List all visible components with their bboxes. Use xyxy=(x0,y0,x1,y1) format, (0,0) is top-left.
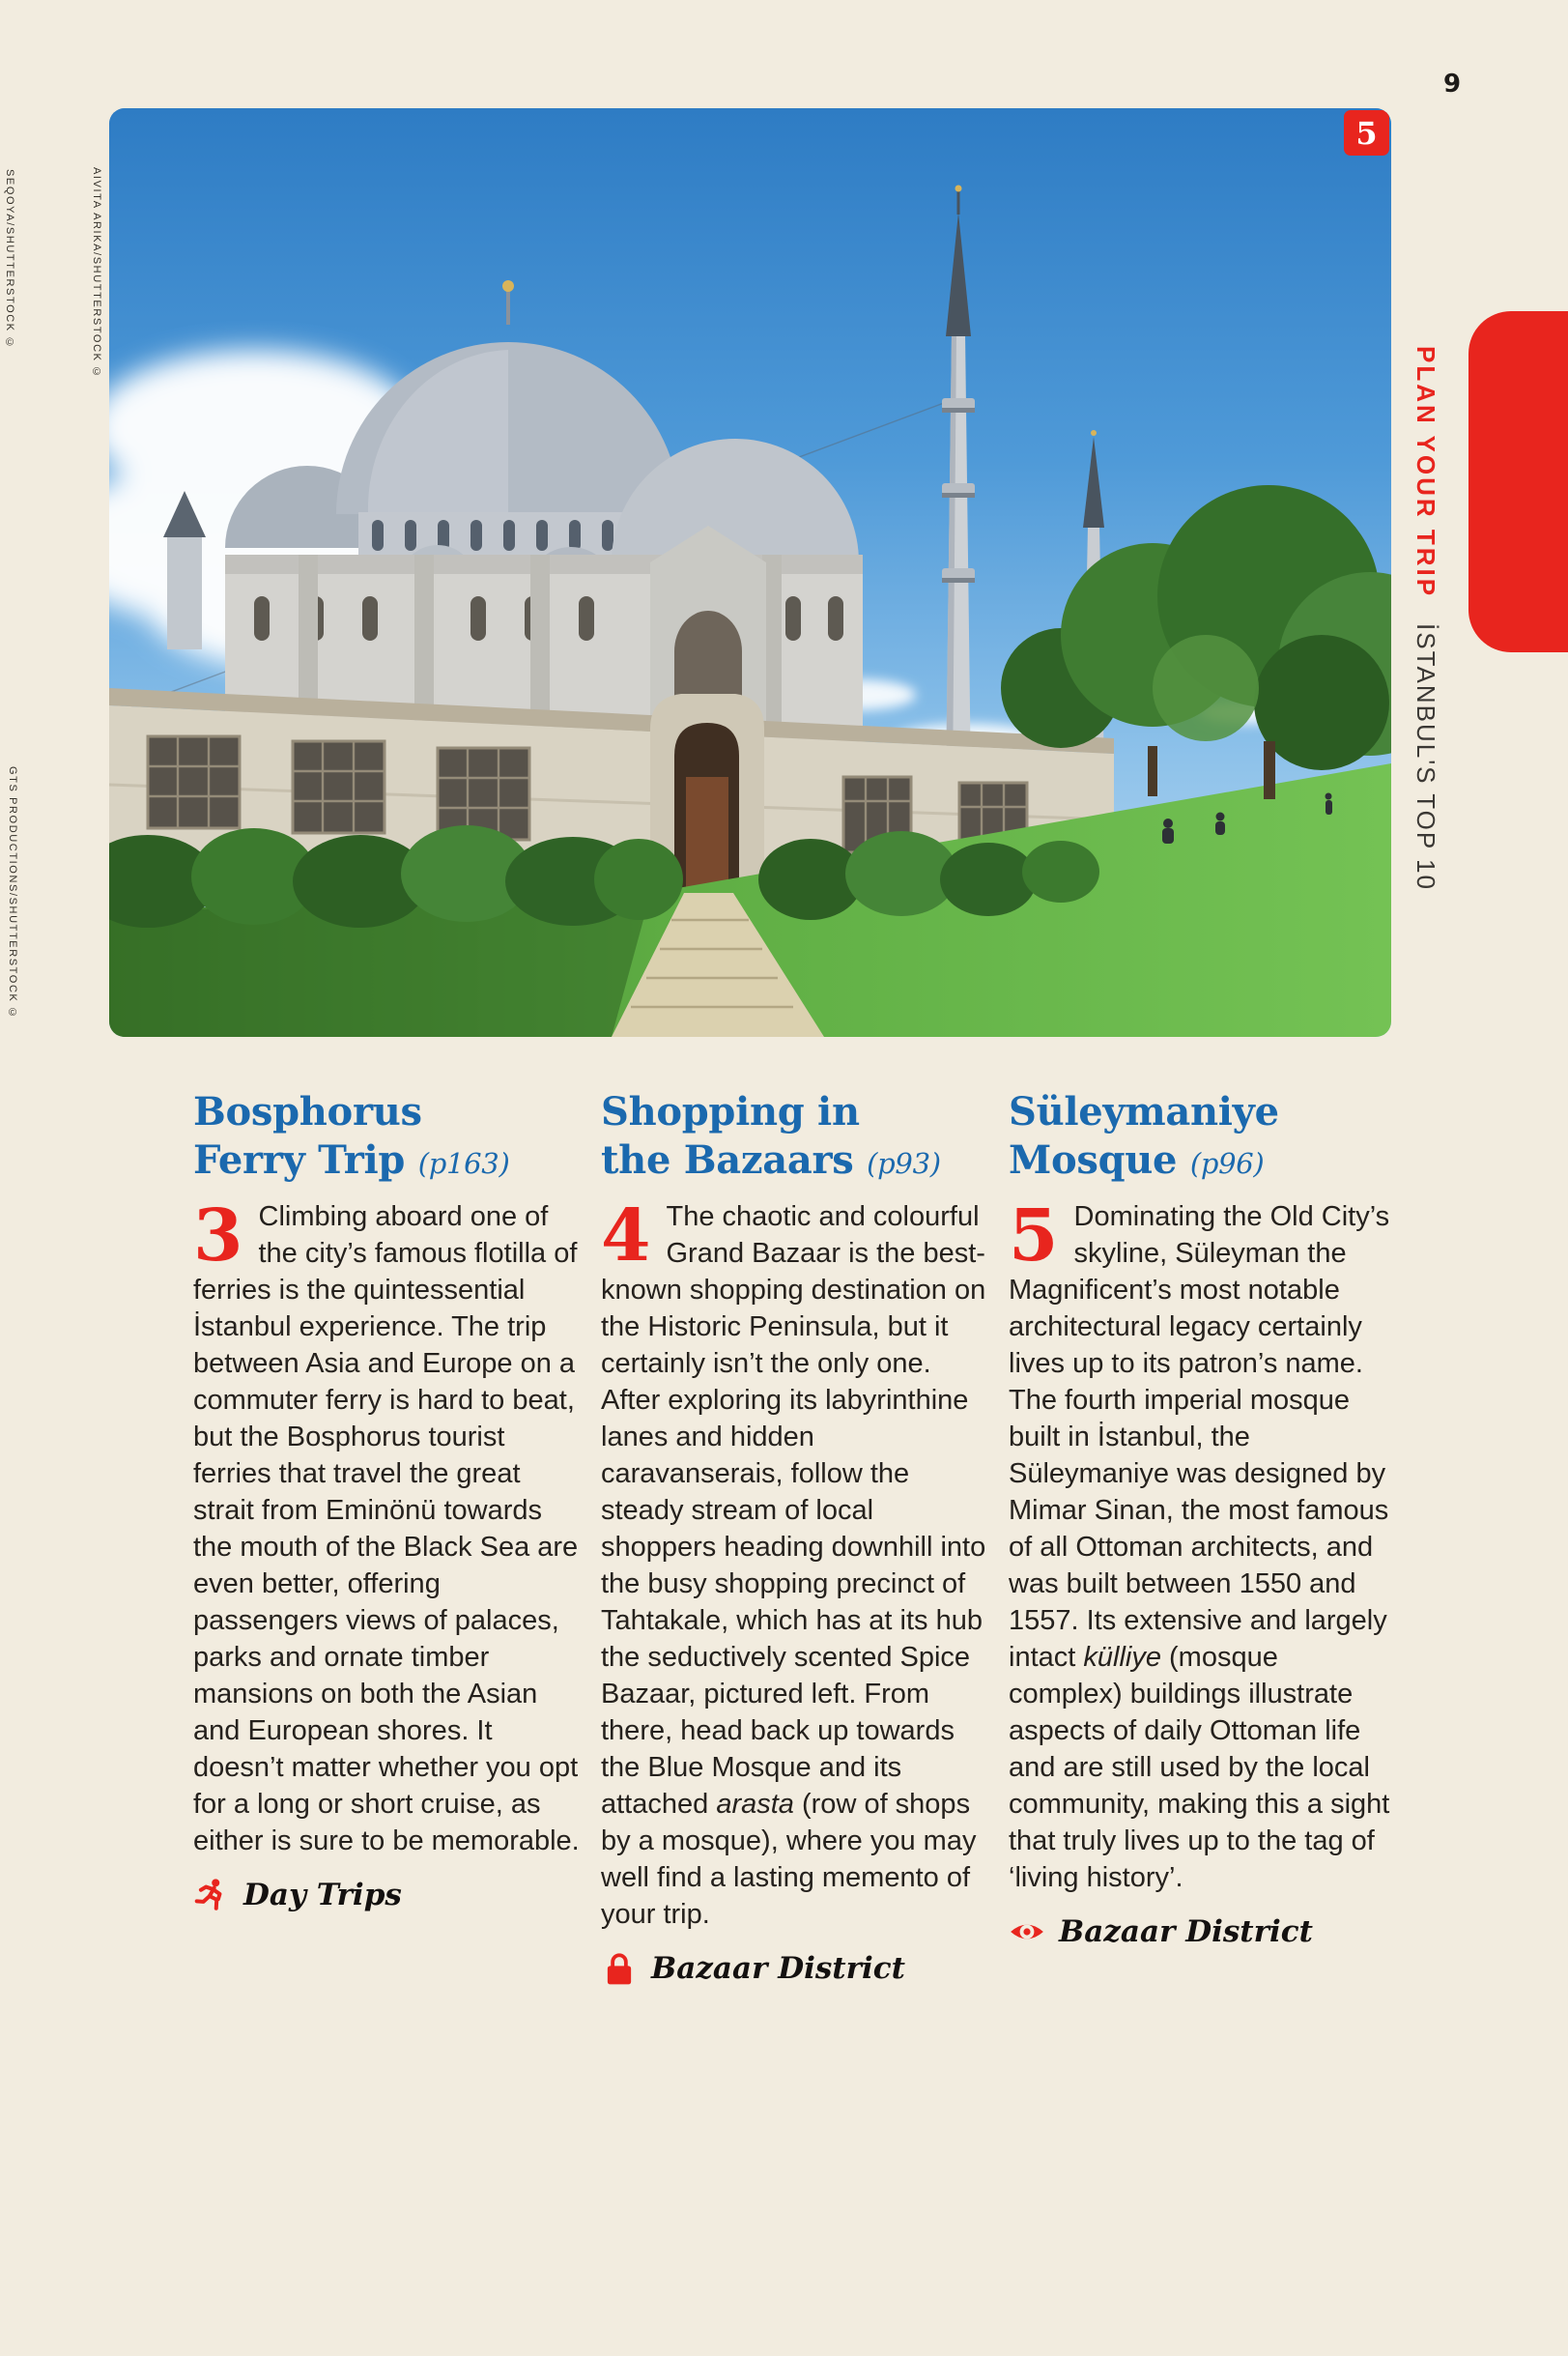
article-title xyxy=(601,1088,987,1185)
body-text: The chaotic and colourful Grand Bazaar is the best-known shopping destination on the Historic Peninsula, but it certainly isn’t the only one. After exploring its labyrinthine lanes and hidden caravanserais, follow the steady stream of local shoppers heading downhill into the busy shopping precinct of Tahtakale, which has at its hub the seductively scented Spice Bazaar, pictured left. From there, head back up towards the Blue Mosque and its attached arasta (row of shops by a mosque), where you may well find a lasting memento of your trip. xyxy=(601,1201,986,1930)
photo-credit-top-left: SEQOYA/SHUTTERSTOCK © xyxy=(4,169,15,350)
shopping-bag-icon xyxy=(601,1950,638,1987)
article-body xyxy=(601,1194,987,1933)
mosque-photo-illustration xyxy=(109,108,1391,1037)
article-suleymaniye-mosque xyxy=(1009,1088,1395,1950)
istanbuls-top-10-label: İSTANBUL'S TOP 10 xyxy=(1411,623,1440,892)
footer-label: Day Trips xyxy=(243,1878,402,1912)
article-body xyxy=(1009,1194,1395,1896)
body-text: Climbing aboard one of the city’s famous flotilla of ferries is the quintessential İstanbul experience. The trip between Asia and Europe on a commuter ferry is hard to beat, but the Bosphorus tourist ferries that travel the great strait from Eminönü towards the mouth of the Black Sea are even better, offering passengers views of palaces, parks and ornate timber mansions on both the Asian and European shores. It doesn’t matter whether you opt for a long or short cruise, as either is sure to be memorable. xyxy=(193,1201,580,1856)
rank-number: 3 xyxy=(193,1194,243,1278)
plan-your-trip-label: PLAN YOUR TRIP xyxy=(1411,346,1440,599)
title-line-2: Mosque xyxy=(1009,1137,1178,1183)
page-reference: (p163) xyxy=(417,1147,510,1180)
title-line-2: Ferry Trip xyxy=(193,1137,406,1183)
photo-credit-main-photo: AIVITA ARIKA/SHUTTERSTOCK © xyxy=(91,167,102,380)
eye-icon xyxy=(1009,1913,1045,1950)
footer-label: Bazaar District xyxy=(651,1951,905,1986)
article-title xyxy=(1009,1088,1395,1185)
title-line-2: the Bazaars xyxy=(601,1137,854,1183)
title-line-1: Shopping in xyxy=(601,1089,860,1135)
rank-number: 4 xyxy=(601,1194,651,1278)
rank-number: 5 xyxy=(1009,1194,1059,1278)
suleymaniye-mosque-photo xyxy=(109,108,1391,1037)
footer-label: Bazaar District xyxy=(1059,1914,1313,1949)
sidebar-section-label xyxy=(1411,346,1440,891)
body-text: Dominating the Old City’s skyline, Süleyman the Magnificent’s most notable architectural legacy certainly lives up to its patron’s name. The fourth imperial mosque built in İstanbul, the Süleymaniye was designed by Mimar Sinan, the most famous of all Ottoman architects, and was built between 1550 and 1557. Its extensive and largely intact külliye (mosque complex) buildings illustrate aspects of daily Ottoman life and are still used by the local community, making this a sight that truly lives up to the tag of ‘living history’. xyxy=(1009,1201,1390,1893)
title-line-1: Süleymaniye xyxy=(1009,1089,1279,1135)
photo-rank-badge: 5 xyxy=(1344,110,1389,156)
article-shopping-in-the-bazaars xyxy=(601,1088,987,1987)
runner-icon xyxy=(193,1877,230,1913)
page-reference: (p96) xyxy=(1189,1147,1265,1180)
article-footer xyxy=(601,1950,987,1987)
article-footer xyxy=(193,1877,580,1913)
title-line-1: Bosphorus xyxy=(193,1089,422,1135)
chapter-tab xyxy=(1468,311,1568,652)
article-title xyxy=(193,1088,580,1185)
page-reference: (p93) xyxy=(867,1147,941,1180)
article-body xyxy=(193,1194,580,1859)
photo-credit-bottom-left: GTS PRODUCTIONS/SHUTTERSTOCK © xyxy=(7,766,18,1020)
article-bosphorus-ferry-trip xyxy=(193,1088,580,1913)
article-footer xyxy=(1009,1913,1395,1950)
page-number: 9 xyxy=(1443,70,1462,99)
